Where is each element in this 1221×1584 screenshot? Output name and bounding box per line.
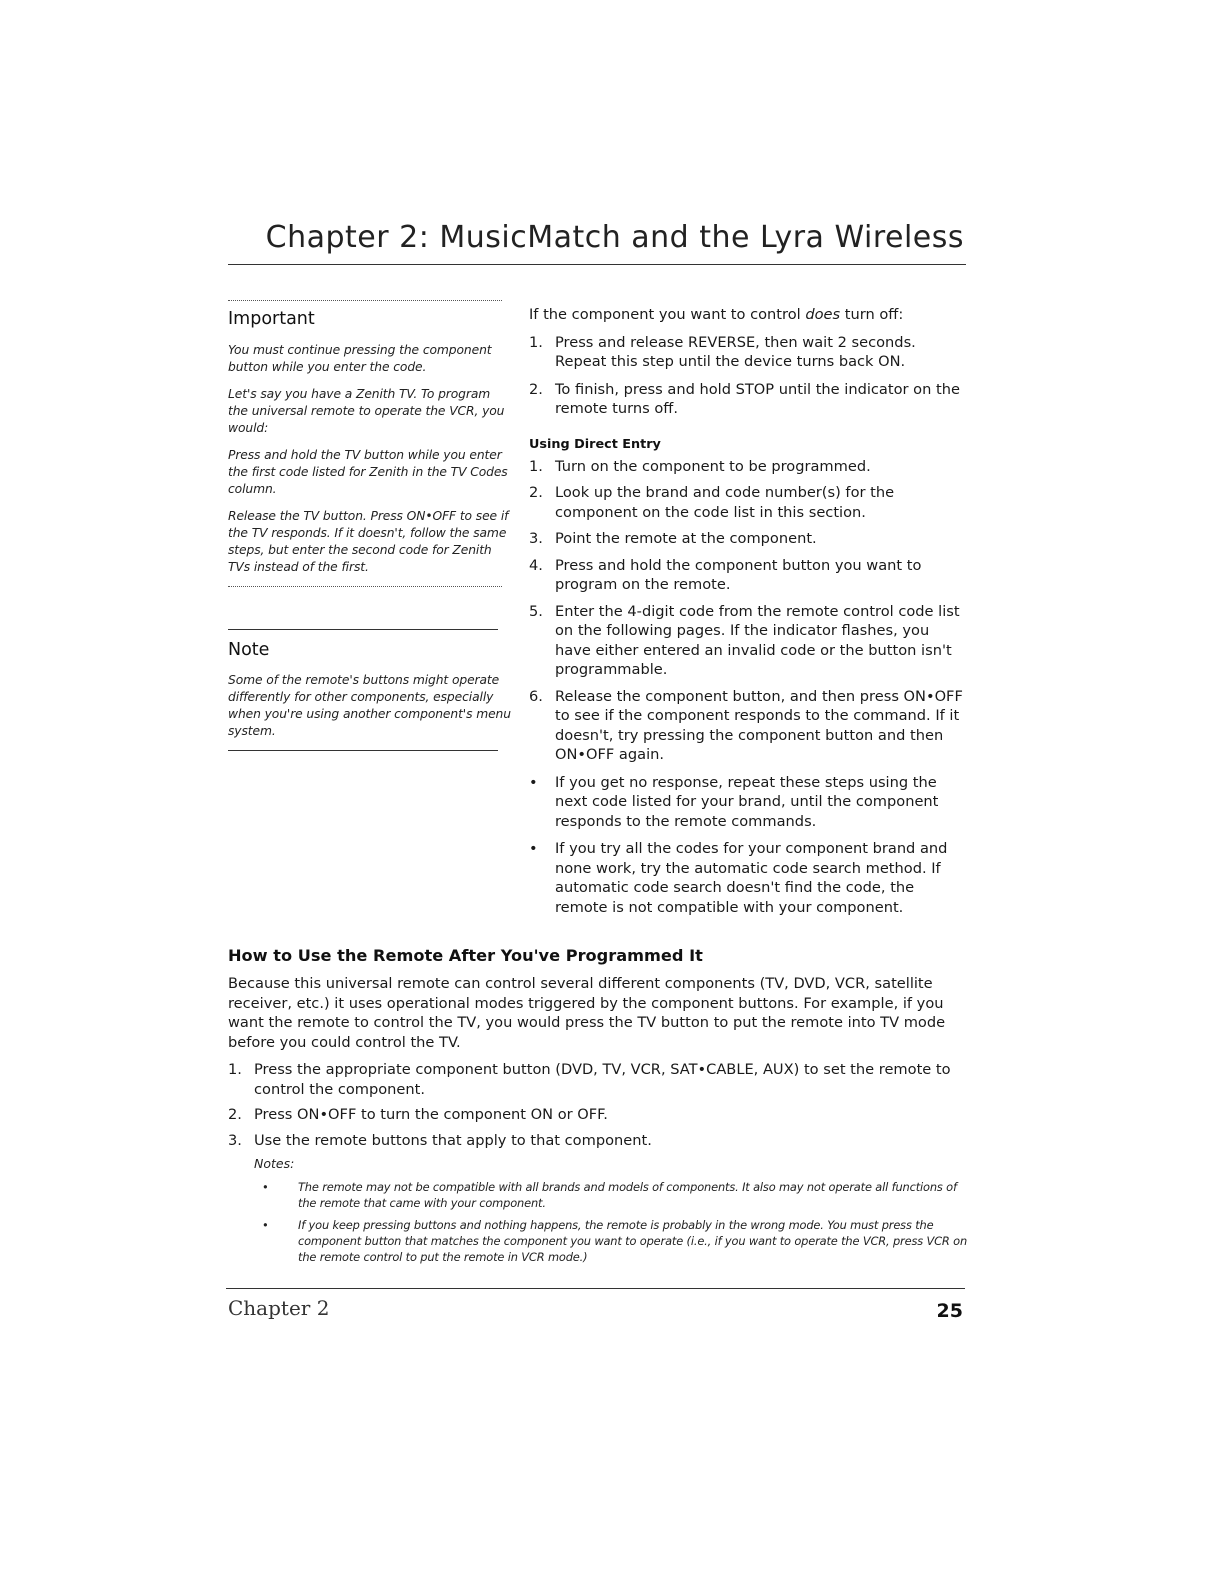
- list-item: 2. Look up the brand and code number(s) for the component on the code list in this section.: [529, 484, 895, 521]
- notes-list: [262, 1179, 968, 1265]
- important-top-divider: [228, 300, 502, 301]
- important-bottom-divider: [228, 586, 502, 587]
- direct-entry-heading: Using Direct Entry: [529, 436, 661, 452]
- important-paragraph: Let's say you have a Zenith TV. To program the universal remote to operate the VCR, you would:: [228, 387, 505, 435]
- list-item: • The remote may not be compatible with all brands and models of components. It also may not operate all functions of the remote that came with your component.: [262, 1180, 957, 1210]
- list-item: 4. Press and hold the component button you want to program on the remote.: [529, 556, 922, 593]
- note-bottom-divider: [228, 750, 498, 751]
- footer-chapter-label: Chapter 2: [228, 1296, 330, 1320]
- section-heading: How to Use the Remote After You've Programmed It: [228, 946, 703, 965]
- list-item: • If you get no response, repeat these steps using the next code listed for your brand, until the component responds to the remote commands.: [529, 773, 939, 830]
- list-item: 2. Press ON•OFF to turn the component ON or OFF.: [228, 1106, 608, 1123]
- note-top-divider: [228, 629, 498, 630]
- important-paragraph: You must continue pressing the component button while you enter the code.: [228, 343, 492, 374]
- note-heading: Note: [228, 640, 270, 660]
- emphasis: does: [805, 306, 841, 323]
- chapter-header: [228, 220, 966, 265]
- notes-label: Notes:: [254, 1156, 295, 1171]
- important-paragraph: Press and hold the TV button while you enter the first code listed for Zenith in the TV Codes column.: [228, 448, 508, 496]
- important-heading: Important: [228, 309, 315, 329]
- direct-entry-steps-list: [529, 457, 969, 765]
- list-item: 1. Press the appropriate component button (DVD, TV, VCR, SAT•CABLE, AUX) to set the remote to control the component.: [228, 1061, 951, 1098]
- important-paragraph: Release the TV button. Press ON•OFF to see if the TV responds. If it doesn't, follow the same steps, but enter the second code for Zenith TVs instead of the first.: [228, 509, 509, 574]
- page-number: 25: [936, 1300, 963, 1322]
- tips-bullet-list: [529, 773, 969, 918]
- note-text: Some of the remote's buttons might operate differently for other components, especially when you're using another component's menu system.: [228, 673, 511, 738]
- list-item: • If you try all the codes for your component brand and none work, try the automatic code search method. If automatic code search doesn't find the code, the remote is not compatible with your component.: [529, 840, 948, 916]
- usage-steps-list: [228, 1060, 968, 1150]
- list-item: 5. Enter the 4-digit code from the remote control code list on the following pages. If the indicator flashes, you have either entered an invalid code or the button isn't programmable.: [529, 602, 960, 678]
- list-item: 6. Release the component button, and then press ON•OFF to see if the component responds to the command. If it doesn't, try pressing the component button and then ON•OFF again.: [529, 687, 963, 763]
- right-column: [529, 305, 969, 917]
- list-item: • If you keep pressing buttons and nothing happens, the remote is probably in the wrong mode. You must press the component button that matches the component you want to operate (i.e., if you want to operate the VCR, press VCR on the remote control to put the remote in VCR mode.): [262, 1218, 968, 1264]
- chapter-title: Chapter 2: MusicMatch and the Lyra Wireless: [265, 220, 964, 255]
- list-item: 3. Point the remote at the component.: [529, 530, 817, 547]
- list-item: 1. Press and release REVERSE, then wait 2 seconds. Repeat this step until the device turns back ON.: [529, 333, 916, 370]
- section-paragraph: Because this universal remote can control several different components (TV, DVD, VCR, satellite receiver, etc.) it uses operational modes triggered by the component buttons. For example, if you want the remote to control the TV, you would press the TV button to put the remote into TV mode before you could control the TV.: [228, 975, 946, 1051]
- list-item: 1. Turn on the component to be programmed.: [529, 457, 871, 475]
- reverse-steps-list: [529, 333, 969, 419]
- sidebar: [228, 300, 512, 751]
- footer-divider: [226, 1288, 965, 1289]
- list-item: 2. To finish, press and hold STOP until the indicator on the remote turns off.: [529, 380, 960, 417]
- intro-text: If the component you want to control does turn off:: [529, 306, 904, 323]
- list-item: 3. Use the remote buttons that apply to that component.: [228, 1131, 652, 1149]
- remote-usage-section: [228, 946, 968, 1265]
